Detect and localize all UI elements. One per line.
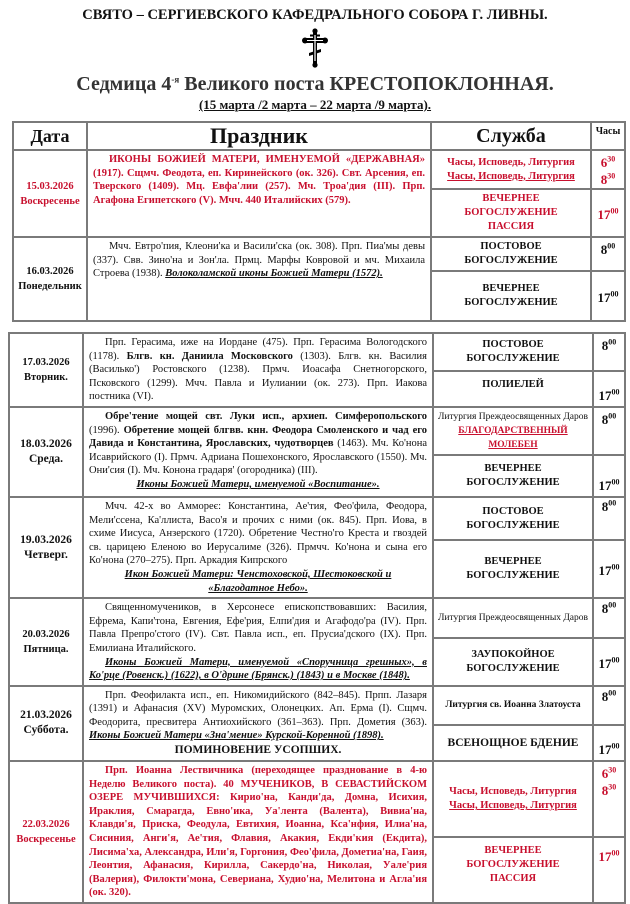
time-hour: 17 (598, 563, 612, 579)
time-hour: 17 (598, 387, 612, 403)
feast-text-bold: Обретение мощей блгвв. кнн. Феодора Смоленского и чад его Давида и Константина, Ярославских, чудотворцев (89, 424, 427, 450)
time-minute: 00 (610, 206, 619, 216)
service-line: Часы, Исповедь, Литургия (447, 156, 575, 168)
feast-icon-text: Иконы Божией Матери, именуемой «Споручница грешных», в Ко'рце (Ровенск.) (1622), в О'дрине (Брянск.) (1843) и в Москве (1848). (89, 656, 427, 682)
time-cell (593, 598, 625, 638)
service-cell (433, 371, 593, 407)
time-hour: 17 (598, 477, 612, 493)
time-minute: 00 (608, 337, 617, 347)
time-minute: 00 (611, 741, 620, 751)
date-value: 17.03.2026 (22, 356, 70, 368)
service-cell (433, 761, 593, 837)
feast-cell (83, 333, 433, 407)
column-header-feast: Праздник (87, 122, 431, 150)
time-minute: 00 (610, 289, 619, 299)
service-cell (431, 150, 591, 189)
weekday: Вторник. (24, 371, 68, 383)
service-cell (431, 237, 591, 271)
column-header-service: Служба (431, 122, 591, 150)
time-minute: 00 (611, 848, 620, 858)
date-cell (9, 497, 83, 598)
service-cell (433, 540, 593, 598)
time-minute: 30 (607, 154, 616, 164)
time-minute: 00 (608, 498, 617, 508)
service-cell (433, 837, 593, 903)
time-cell (593, 371, 625, 407)
time-minute: 00 (611, 477, 620, 487)
feast-text-bold: Обре'тение мощей свт. Луки исп., архиеп. Симферопольского (105, 410, 427, 422)
service-cell (433, 598, 593, 638)
date-value: 15.03.2026 (26, 180, 74, 192)
time-minute: 30 (608, 782, 617, 792)
time-cell (593, 686, 625, 725)
service-line: ПОСТОВОЕ БОГОСЛУЖЕНИЕ (466, 505, 560, 531)
service-line: ВЕЧЕРНЕЕ БОГОСЛУЖЕНИЕ (464, 283, 558, 308)
column-header-hours: Часы (591, 122, 625, 150)
time-cell (591, 150, 625, 189)
table-row (9, 407, 625, 455)
service-line: ВСЕНОЩНОЕ БДЕНИЕ (447, 737, 579, 750)
column-header-date: Дата (13, 122, 87, 150)
date-value: 19.03.2026 (20, 533, 72, 546)
service-cell (433, 455, 593, 497)
time-hour: 8 (601, 411, 609, 427)
service-line: ПОСТОВОЕ БОГОСЛУЖЕНИЕ (464, 241, 558, 266)
service-line: ВЕЧЕРНЕЕ БОГОСЛУЖЕНИЕ (464, 193, 558, 218)
table-row (13, 150, 625, 189)
time-hour: 17 (597, 290, 611, 305)
feast-text: Прп. Иоанна Лествичника (переходящее празднование в 4-ю Неделю Великого поста). 40 МУЧЕНИКОВ, В СЕВАСТИЙСКОМ ОЗЕРЕ МУЧИВШИХСЯ: Кирио'на, Канди'да, Домна, Исихия, Ираклия, Смарагда, Евно'ика, Уа'лента (Валента), Вивиа'на, Клавди'я, Приска, Феодула, Евтихия, Иоанна, Кса'нфия, Илиа'на, Сисиния, Анги'я, Ае'тия, Флавия, Акакия, Екди'кия (Екдита), Лисима'ха, Александра, Или'я, Горгония, Фео'фила, Дометиа'на, Гаия, Леонтия, Афанасия, Кирилла, Сакердо'на, Николая, Уале'рия (Валерия), Филокти'мона, Севериана, Худио'на, Мелитона и Агла'ия (ок. 320). (89, 765, 427, 899)
time-minute: 00 (611, 655, 620, 665)
time-hour: 8 (601, 498, 609, 514)
feast-cell (83, 497, 433, 598)
time-minute: 00 (608, 411, 617, 421)
time-cell (591, 189, 625, 237)
service-line: ВЕЧЕРНЕЕ БОГОСЛУЖЕНИЕ (466, 845, 560, 870)
time-hour: 8 (601, 688, 609, 704)
feast-text: Мчч. 42-х во Аммореє: Константина, Ае'тия, Фео'фила, Феодора, Мели'ссена, Ка'ллиста, Васо'я и прочих с ними (ок. 845). Прп. Иова, в схиме Иисуса, Анзерского (1720). Обретение Честно'го Креста и гвоздей св. царицею Еленою во Иерусалиме (326). Прмчч. Ко'нона и сына его Ко'нона (270–275). Прп. Аркадия Кипрского (89, 500, 427, 567)
table-row (9, 761, 625, 837)
date-cell (9, 407, 83, 497)
service-cell (433, 497, 593, 540)
service-line: ВЕЧЕРНЕЕ БОГОСЛУЖЕНИЕ (466, 462, 560, 488)
weekday: Воскресенье (16, 834, 76, 846)
service-line: ВЕЧЕРНЕЕ БОГОСЛУЖЕНИЕ (466, 556, 560, 582)
service-line: ПОЛИЕЛЕЙ (482, 378, 544, 390)
date-value: 16.03.2026 (26, 266, 74, 277)
service-cell (433, 725, 593, 761)
service-line: БОГОСЛУЖЕНИЕ (466, 662, 560, 674)
service-line: ПОСТОВОЕ БОГОСЛУЖЕНИЕ (466, 338, 560, 364)
time-cell (591, 271, 625, 321)
date-cell (9, 761, 83, 903)
feast-cell (83, 598, 433, 686)
table-row (9, 333, 625, 371)
feast-text: (1463). Мч. Ко'нона Исаврийского (I). Прмч. Адриана Пошехонского, Ярославского (1550). Мч. Они'сия (I). Мч. Конона градаря' (огородника) (III). (89, 438, 427, 477)
time-minute: 30 (607, 171, 616, 181)
time-minute: 30 (608, 765, 617, 775)
feast-text: (1303). Блгв. кн. Василия (Василько') Ростовского (1238). Прмч. Иоасафа Снетногорского, Псковского (1299). Мчч. Павла и Иулиании (ок. 273). Прп. Иакова постника (VI). (89, 350, 427, 403)
time-cell (593, 333, 625, 371)
feast-icon-text: Иконы Божией Матери «Зна'мение» Курской-Коренной (1898). (89, 730, 384, 742)
time-hour: 8 (601, 783, 609, 799)
time-hour: 8 (601, 601, 609, 617)
week-dates (0, 96, 630, 113)
week-title-suffix: Великого поста КРЕСТОПОКЛОННАЯ. (179, 73, 554, 95)
week-title (0, 72, 630, 96)
feast-text: Прп. Герасима, иже на Иордане (475). Прп. Герасима Вологодского (1178). (89, 337, 427, 362)
date-value: 18.03.2026 (20, 437, 72, 450)
time-hour: 17 (597, 207, 611, 222)
service-line-highlight: БЛАГОДАРСТВЕННЫЙ МОЛЕБЕН (458, 425, 568, 450)
time-cell (593, 725, 625, 761)
feast-caption: ПОМИНОВЕНИЕ УСОПШИХ. (174, 744, 342, 757)
service-cell (433, 333, 593, 371)
feast-cell (87, 150, 431, 237)
table-row (9, 598, 625, 638)
date-cell (9, 333, 83, 407)
service-cell (431, 189, 591, 237)
time-cell (593, 407, 625, 455)
time-minute: 00 (611, 562, 620, 572)
time-minute: 00 (607, 241, 616, 251)
feast-text-bold: Блгв. кн. Даниила Московского (126, 350, 293, 362)
time-hour: 8 (600, 172, 608, 187)
service-cell (431, 271, 591, 321)
time-hour: 17 (598, 849, 612, 864)
service-line: Часы, Исповедь, Литургия (447, 170, 575, 182)
time-minute: 00 (611, 387, 620, 397)
service-line: Литургия Преждеосвященных Даров (437, 411, 589, 422)
date-value: 20.03.2026 (22, 628, 70, 640)
service-line: ПАССИЯ (489, 873, 537, 884)
service-cell (433, 638, 593, 686)
service-line: Часы, Исповедь, Литургия (449, 786, 577, 798)
time-minute: 00 (608, 600, 617, 610)
service-cell (433, 407, 593, 455)
table-header-row (13, 122, 625, 150)
service-line: ЗАУПОКОЙНОЕ (471, 648, 555, 660)
week-dates-text: (15 марта /2 марта – 22 марта /9 марта). (198, 97, 432, 112)
date-cell (13, 150, 87, 237)
table-row (13, 237, 625, 271)
service-line: Часы, Исповедь, Литургия (449, 800, 577, 812)
date-cell (9, 598, 83, 686)
schedule-table-2 (8, 332, 626, 904)
feast-text: Прп. Феофилакта исп., еп. Никомидийского (842–845). Прпп. Лазаря (1391) и Афанасия (XV) Муромских, Олонецких. Ап. Ерма (I). Сщмч. Феодорита, пресвитера Антиохийского (361–363). Прп. Дометия (363). (89, 689, 427, 728)
feast-cell (83, 686, 433, 761)
service-line: Литургия Преждеосвященных Даров (437, 612, 589, 623)
cross-container (0, 24, 630, 72)
weekday: Понедельник (18, 281, 82, 292)
feast-icon-text: Иконы Божией Матери, именуемой «Воспитание». (136, 478, 380, 490)
time-cell (593, 638, 625, 686)
service-cell (433, 686, 593, 725)
time-cell (593, 540, 625, 598)
time-hour: 8 (601, 338, 609, 353)
feast-cell (83, 407, 433, 497)
feast-text: Священномучеников, в Херсонесе епископствовавших: Василия, Ефрема, Капи'тона, Евгения, Ефе'рия, Елпи'дия и Агафодо'ра (IV). Прп. Павла Препро'стого (IV). Свт. Павла исп., еп. Прусиа'дского (IX). Прп. Емилиана Италийского. (89, 602, 427, 654)
cathedral-title: СВЯТО – СЕРГИЕВСКОГО КАФЕДРАЛЬНОГО СОБОРА Г. ЛИВНЫ. (82, 7, 548, 23)
time-cell (593, 761, 625, 837)
time-minute: 00 (608, 688, 617, 698)
feast-text: (1996). (89, 424, 124, 436)
time-cell (593, 497, 625, 540)
time-hour: 6 (600, 155, 608, 170)
service-line: Литургия св. Иоанна Златоуста (445, 700, 581, 711)
orthodox-cross-icon (302, 28, 328, 68)
date-value: 22.03.2026 (22, 819, 70, 831)
time-cell (593, 455, 625, 497)
table-row (9, 686, 625, 725)
feast-text: Мчч. Евтро'пия, Клеони'ка и Васили'ска (ок. 308). Прп. Пиа'мы девы (337). Свв. Зино'на и Зон'ла. Прмц. Марфы Ковровой и мч. Михаила Строева (1938). (93, 241, 425, 280)
weekday: Воскресенье (20, 195, 80, 207)
date-cell (13, 237, 87, 321)
feast-cell (87, 237, 431, 321)
schedule-table-1 (12, 121, 626, 322)
date-cell (9, 686, 83, 761)
time-hour: 17 (598, 742, 612, 758)
time-hour: 6 (601, 766, 609, 782)
service-line: ПАССИЯ (487, 221, 535, 232)
weekday: Пятница. (23, 643, 69, 655)
feast-icon-text: Икон Божией Матери: Ченстоховской, Шестоковской и «Благодатное Небо». (124, 568, 392, 594)
date-value: 21.03.2026 (20, 709, 72, 722)
feast-icon-text: Волоколамской иконы Божией Матери (1572). (165, 268, 383, 280)
time-cell (591, 237, 625, 271)
feast-text: ИКОНЫ БОЖИЕЙ МАТЕРИ, ИМЕНУЕМОЙ «ДЕРЖАВНАЯ» (1917). Сщмч. Феодота, еп. Киринейского (ок. 326). Свт. Арсения, еп. Тверского (1409). Мц. Евфа'лии (257). Мч. Троа'дия (III). Прп. Агафона Египетского (V). Мчч. 440 Италийских (579). (93, 154, 425, 206)
week-title-prefix: Седмица 4 (76, 73, 172, 95)
time-cell (593, 837, 625, 903)
weekday: Среда. (28, 452, 64, 465)
table-row (9, 497, 625, 540)
time-hour: 8 (600, 242, 608, 257)
time-hour: 17 (598, 655, 612, 671)
weekday: Четверг. (24, 548, 68, 561)
feast-cell (83, 761, 433, 903)
weekday: Суббота. (23, 724, 69, 737)
week-title-sup: -я (171, 74, 180, 85)
